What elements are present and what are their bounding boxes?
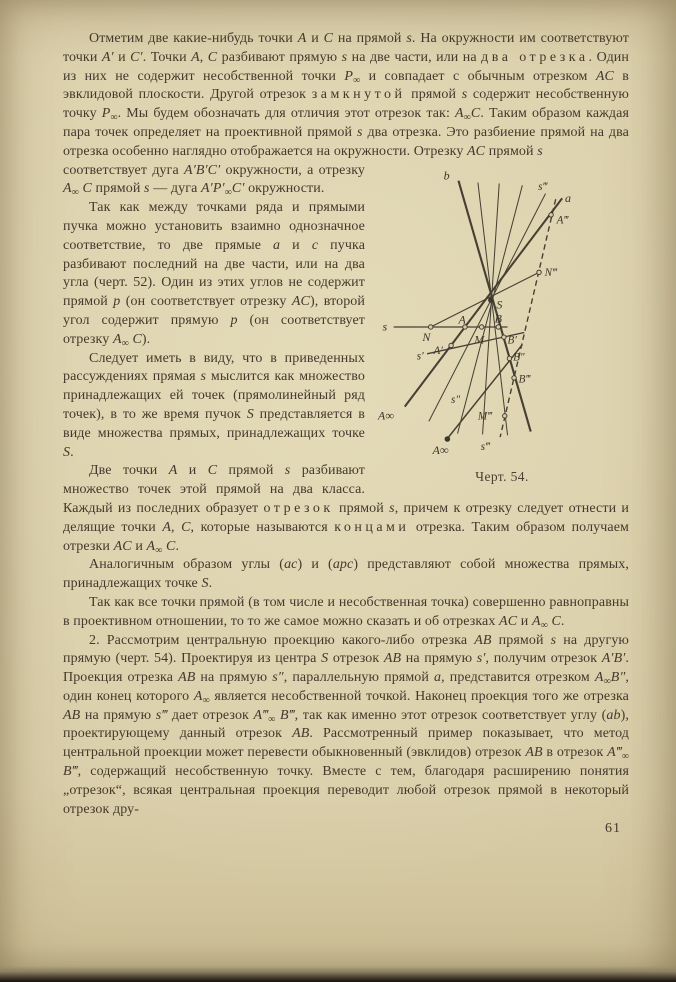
point-S-center	[488, 297, 494, 303]
label-M-triple-prime: M‴	[477, 410, 493, 423]
paragraph-6: Так как все точки прямой (в том числе и несобственная точка) совершенно равноправны в проективном отношении, то то же самое можно сказать и об отрезках AC и $A_\infty$ C.	[63, 594, 629, 631]
point-A-triple-prime	[549, 212, 553, 216]
label-A-prime: A′	[433, 344, 443, 357]
label-A-infinity-left: A∞	[377, 408, 395, 423]
point-B	[496, 324, 500, 328]
figure-caption: Черт. 54.	[475, 468, 529, 484]
pencil-ray-1	[478, 182, 508, 435]
point-M	[479, 324, 483, 328]
point-B-double-prime	[507, 356, 511, 360]
label-B-double-prime: B″	[513, 350, 525, 363]
label-A-infinity-bottom: A∞	[432, 442, 449, 457]
figure-54	[375, 164, 629, 487]
label-M: M	[474, 332, 485, 347]
label-A: A	[458, 311, 466, 326]
label-B-triple-prime: B‴	[518, 373, 531, 386]
pencil-ray-4	[429, 193, 546, 421]
text-block	[63, 30, 629, 839]
point-A-infinity-mark	[445, 436, 451, 442]
label-S: S	[496, 297, 503, 312]
label-s-triple-prime-bottom: s‴	[480, 440, 490, 453]
label-line-s: s	[382, 319, 388, 334]
point-B-triple-prime	[512, 375, 516, 379]
ray-b	[458, 180, 530, 431]
wrap-zone	[63, 162, 629, 820]
label-B-prime: B′	[507, 334, 517, 347]
page-number: 61	[605, 821, 621, 837]
paragraph-1-continuation: соответствует дуга A′B′C′ окружности, а отрезку $A_\infty$ C прямой s — дуга $A'P'_\infty C'$ окружности.	[63, 162, 365, 199]
label-N-triple-prime: N‴	[544, 266, 557, 279]
paragraph-4: Две точки A и C прямой s разбивают множество точек этой прямой на два класса. Каждый из последних образует отрезок прямой s, причем к отрезку следует отнести и делящие точки A, C, которые называются концами отрезка. Таким образом получаем отрезки AC и $A_\infty$ C.	[63, 463, 630, 556]
label-s-double-prime: s″	[451, 393, 461, 406]
label-line-a: a	[564, 190, 572, 205]
point-B-prime	[502, 335, 506, 339]
figure-54-drawing	[377, 164, 627, 464]
line-s-triple-prime-dashed	[500, 199, 556, 437]
ray-n	[431, 272, 539, 327]
pencil-ray-3	[458, 185, 523, 433]
label-s-triple-prime-top: s‴	[538, 180, 548, 193]
paragraph-2: Так как между точками ряда и прямыми пучка можно установить взаимно однозначное соответствие, то две прямые a и c пучка разбивают последний на две части, или на два угла (черт. 52). Один из этих углов не содержит прямой p (он соответствует отрезку AC), второй угол содержит прямую p (он соответствует отрезку $A_\infty$ C).	[63, 200, 366, 349]
paragraph-7: 2. Рассмотрим центральную проекцию какого-либо отрезка AB прямой s на другую прямую (черт. 54). Проектируя из центра S отрезок AB на прямую s′, получим отрезок A′B′. Проекция отрезка AB на прямую s″, параллельную прямой a, представится отрезком $A_\infty B''$, один конец которого $A_\infty$ является несобственной точкой. Наконец проекция того же отрезка AB на прямую s‴ дает отрезок $A‴_\infty$ B‴, так как именно этот отрезок соответствует углу (ab), проектирующему данный отрезок AB. Рассмотренный пример показывает, что метод центральной проекции может перевести обыкновенный (эвклидов) отрезок AB в отрезок $A‴_\infty$ B‴, содержащий несобственную точку. Вместе с тем, благодаря расширению понятия „отрезок“, всякая центральная проекция переводит любой отрезок прямой в некоторый отрезок дру-	[63, 632, 630, 817]
label-A-triple-prime: A‴	[556, 213, 569, 226]
point-N	[428, 324, 432, 328]
paragraph-3: Следует иметь в виду, что в приведенных рассуждениях прямая s мыслится как множество принадлежащих ей точек (прямолинейный ряд точек), в то же время пучок S представляется в виде множества прямых, принадлежащих точке S.	[63, 350, 365, 460]
point-A-prime	[449, 343, 453, 347]
label-line-b: b	[443, 168, 450, 183]
paragraph-1-full-width: Отметим две какие-нибудь точки A и C на прямой s. На окружности им соответствуют точки A′ и C′. Точки A, C разбивают прямую s на две части, или на два отрезка. Один из них не содержит несобственной точки $P_\infty$ и совпадает с обычным отрезком AC в эвклидовой плоскости. Другой отрезок замкнутой прямой s содержит несобственную точку $P_\infty$. Мы будем обозначать для отличия этот отрезок так: $A_\infty C$. Таким образом каждая пара точек определяет на проективной прямой s два отрезка. Это разбиение прямой на два отрезка особенно наглядно отображается на окружности. Отрезку AC прямой s	[63, 31, 629, 159]
page-bottom-edge-shadow	[0, 966, 676, 982]
label-B: B	[494, 310, 503, 325]
paragraph-5: Аналогичным образом углы (ac) и (apc) представляют собой множества прямых, принадлежащих точке S.	[63, 557, 629, 592]
label-N: N	[422, 329, 431, 344]
label-s-prime: s′	[416, 349, 424, 362]
point-N-triple-prime	[537, 270, 541, 274]
point-M-triple-prime	[503, 413, 507, 417]
